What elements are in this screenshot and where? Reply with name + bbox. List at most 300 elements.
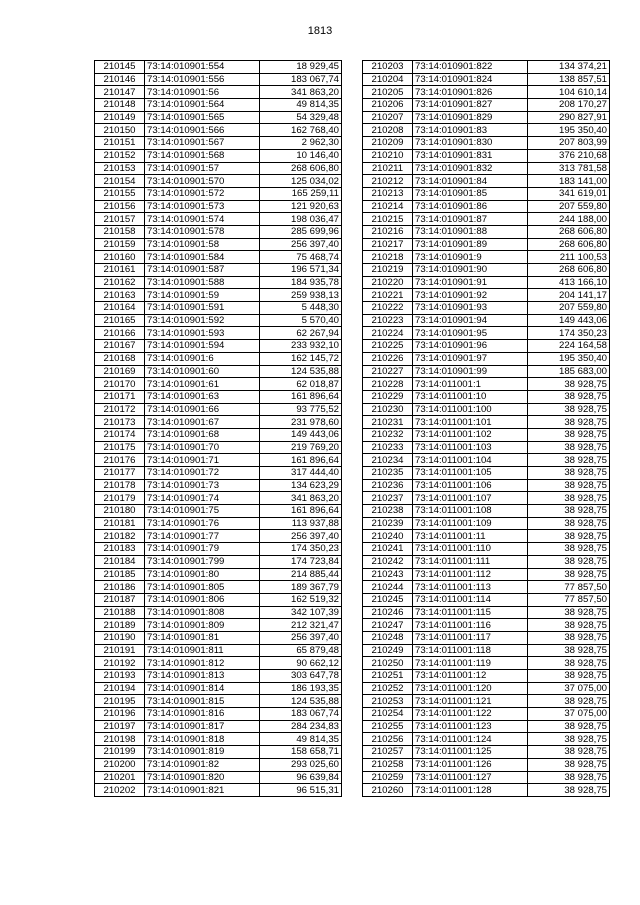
- row-number: 210152: [95, 149, 145, 162]
- table-row: [363, 720, 610, 733]
- cadastral-number: 73:14:010901:97: [413, 352, 528, 365]
- cadastral-number: 73:14:010901:58: [145, 238, 260, 251]
- cadastral-number: 73:14:010901:84: [413, 175, 528, 188]
- cadastral-value: 62 267,94: [260, 327, 342, 340]
- row-number: 210254: [363, 708, 413, 721]
- cadastral-value: 124 535,88: [260, 365, 342, 378]
- row-number: 210213: [363, 187, 413, 200]
- cadastral-value: 313 781,58: [528, 162, 610, 175]
- table-row: [363, 61, 610, 74]
- table-row: [95, 670, 342, 683]
- row-number: 210227: [363, 365, 413, 378]
- cadastral-number: 73:14:011001:126: [413, 758, 528, 771]
- cadastral-value: 233 932,10: [260, 340, 342, 353]
- table-row: [95, 137, 342, 150]
- cadastral-value: 134 374,21: [528, 61, 610, 74]
- row-number: 210179: [95, 492, 145, 505]
- row-number: 210158: [95, 225, 145, 238]
- row-number: 210237: [363, 492, 413, 505]
- row-number: 210167: [95, 340, 145, 353]
- cadastral-value: 93 775,52: [260, 403, 342, 416]
- cadastral-value: 38 928,75: [528, 619, 610, 632]
- cadastral-value: 219 769,20: [260, 441, 342, 454]
- row-number: 210242: [363, 555, 413, 568]
- cadastral-value: 183 141,00: [528, 175, 610, 188]
- cadastral-number: 73:14:011001:10: [413, 390, 528, 403]
- table-row: [95, 543, 342, 556]
- table-row: [95, 682, 342, 695]
- cadastral-value: 341 619,01: [528, 187, 610, 200]
- row-number: 210251: [363, 670, 413, 683]
- cadastral-value: 244 188,00: [528, 213, 610, 226]
- table-row: [95, 403, 342, 416]
- cadastral-value: 38 928,75: [528, 543, 610, 556]
- table-row: [95, 771, 342, 784]
- table-row: [363, 390, 610, 403]
- cadastral-number: 73:14:010901:799: [145, 555, 260, 568]
- cadastral-value: 196 571,34: [260, 264, 342, 277]
- cadastral-number: 73:14:011001:127: [413, 771, 528, 784]
- row-number: 210187: [95, 593, 145, 606]
- cadastral-value: 38 928,75: [528, 378, 610, 391]
- cadastral-value: 207 803,99: [528, 137, 610, 150]
- table-row: [95, 352, 342, 365]
- cadastral-number: 73:14:010901:66: [145, 403, 260, 416]
- cadastral-value: 211 100,53: [528, 251, 610, 264]
- row-number: 210248: [363, 631, 413, 644]
- row-number: 210200: [95, 758, 145, 771]
- right-registry-table: [362, 60, 610, 797]
- cadastral-number: 73:14:010901:61: [145, 378, 260, 391]
- row-number: 210192: [95, 657, 145, 670]
- table-row: [95, 657, 342, 670]
- cadastral-number: 73:14:010901:816: [145, 708, 260, 721]
- row-number: 210216: [363, 225, 413, 238]
- row-number: 210190: [95, 631, 145, 644]
- cadastral-number: 73:14:010901:77: [145, 530, 260, 543]
- cadastral-value: 204 141,17: [528, 289, 610, 302]
- table-row: [363, 289, 610, 302]
- row-number: 210236: [363, 479, 413, 492]
- cadastral-value: 38 928,75: [528, 517, 610, 530]
- cadastral-value: 49 814,35: [260, 99, 342, 112]
- table-row: [363, 340, 610, 353]
- table-row: [95, 454, 342, 467]
- cadastral-value: 38 928,75: [528, 746, 610, 759]
- table-row: [95, 390, 342, 403]
- table-row: [95, 695, 342, 708]
- table-row: [363, 568, 610, 581]
- row-number: 210189: [95, 619, 145, 632]
- row-number: 210197: [95, 720, 145, 733]
- table-row: [363, 264, 610, 277]
- row-number: 210178: [95, 479, 145, 492]
- table-row: [95, 175, 342, 188]
- table-row: [363, 479, 610, 492]
- cadastral-value: 293 025,60: [260, 758, 342, 771]
- table-row: [363, 441, 610, 454]
- row-number: 210185: [95, 568, 145, 581]
- row-number: 210233: [363, 441, 413, 454]
- table-row: [95, 720, 342, 733]
- row-number: 210205: [363, 86, 413, 99]
- row-number: 210169: [95, 365, 145, 378]
- cadastral-number: 73:14:010901:819: [145, 746, 260, 759]
- cadastral-value: 18 929,45: [260, 61, 342, 74]
- table-row: [363, 784, 610, 797]
- table-row: [363, 416, 610, 429]
- cadastral-value: 149 443,06: [528, 314, 610, 327]
- table-row: [363, 505, 610, 518]
- cadastral-number: 73:14:010901:811: [145, 644, 260, 657]
- row-number: 210245: [363, 593, 413, 606]
- table-row: [363, 555, 610, 568]
- table-row: [363, 708, 610, 721]
- cadastral-value: 195 350,40: [528, 124, 610, 137]
- table-row: [363, 175, 610, 188]
- row-number: 210164: [95, 302, 145, 315]
- table-row: [95, 149, 342, 162]
- row-number: 210186: [95, 581, 145, 594]
- cadastral-value: 38 928,75: [528, 403, 610, 416]
- row-number: 210218: [363, 251, 413, 264]
- table-row: [95, 758, 342, 771]
- cadastral-number: 73:14:010901:70: [145, 441, 260, 454]
- row-number: 210202: [95, 784, 145, 797]
- row-number: 210165: [95, 314, 145, 327]
- row-number: 210239: [363, 517, 413, 530]
- row-number: 210217: [363, 238, 413, 251]
- cadastral-value: 49 814,35: [260, 733, 342, 746]
- row-number: 210156: [95, 200, 145, 213]
- cadastral-number: 73:14:010901:827: [413, 99, 528, 112]
- cadastral-number: 73:14:010901:95: [413, 327, 528, 340]
- table-row: [95, 733, 342, 746]
- row-number: 210256: [363, 733, 413, 746]
- cadastral-value: 75 468,74: [260, 251, 342, 264]
- table-row: [95, 187, 342, 200]
- table-row: [363, 771, 610, 784]
- cadastral-value: 121 920,63: [260, 200, 342, 213]
- table-row: [363, 365, 610, 378]
- cadastral-number: 73:14:011001:106: [413, 479, 528, 492]
- cadastral-number: 73:14:010901:594: [145, 340, 260, 353]
- table-row: [363, 137, 610, 150]
- cadastral-value: 38 928,75: [528, 505, 610, 518]
- cadastral-value: 65 879,48: [260, 644, 342, 657]
- row-number: 210247: [363, 619, 413, 632]
- table-row: [363, 682, 610, 695]
- cadastral-value: 413 166,10: [528, 276, 610, 289]
- row-number: 210196: [95, 708, 145, 721]
- table-row: [363, 733, 610, 746]
- cadastral-value: 10 146,40: [260, 149, 342, 162]
- row-number: 210163: [95, 289, 145, 302]
- cadastral-value: 256 397,40: [260, 631, 342, 644]
- cadastral-number: 73:14:010901:6: [145, 352, 260, 365]
- row-number: 210240: [363, 530, 413, 543]
- row-number: 210223: [363, 314, 413, 327]
- table-row: [95, 479, 342, 492]
- cadastral-number: 73:14:011001:115: [413, 606, 528, 619]
- cadastral-number: 73:14:010901:826: [413, 86, 528, 99]
- cadastral-number: 73:14:011001:118: [413, 644, 528, 657]
- cadastral-number: 73:14:011001:105: [413, 467, 528, 480]
- cadastral-number: 73:14:011001:102: [413, 428, 528, 441]
- cadastral-value: 104 610,14: [528, 86, 610, 99]
- row-number: 210249: [363, 644, 413, 657]
- row-number: 210228: [363, 378, 413, 391]
- cadastral-value: 183 067,74: [260, 73, 342, 86]
- cadastral-value: 37 075,00: [528, 708, 610, 721]
- row-number: 210250: [363, 657, 413, 670]
- cadastral-value: 207 559,80: [528, 302, 610, 315]
- table-row: [363, 200, 610, 213]
- table-row: [95, 162, 342, 175]
- cadastral-number: 73:14:010901:832: [413, 162, 528, 175]
- table-row: [95, 568, 342, 581]
- table-row: [95, 365, 342, 378]
- row-number: 210194: [95, 682, 145, 695]
- cadastral-value: 38 928,75: [528, 670, 610, 683]
- row-number: 210147: [95, 86, 145, 99]
- table-row: [363, 302, 610, 315]
- cadastral-number: 73:14:010901:820: [145, 771, 260, 784]
- cadastral-value: 38 928,75: [528, 631, 610, 644]
- cadastral-value: 38 928,75: [528, 492, 610, 505]
- cadastral-value: 212 321,47: [260, 619, 342, 632]
- cadastral-value: 38 928,75: [528, 657, 610, 670]
- cadastral-number: 73:14:010901:74: [145, 492, 260, 505]
- cadastral-number: 73:14:010901:99: [413, 365, 528, 378]
- cadastral-number: 73:14:011001:101: [413, 416, 528, 429]
- table-row: [95, 428, 342, 441]
- cadastral-value: 96 639,84: [260, 771, 342, 784]
- left-registry-body: [95, 61, 342, 797]
- row-number: 210191: [95, 644, 145, 657]
- cadastral-number: 73:14:010901:96: [413, 340, 528, 353]
- cadastral-value: 189 367,79: [260, 581, 342, 594]
- cadastral-number: 73:14:010901:73: [145, 479, 260, 492]
- table-row: [363, 543, 610, 556]
- table-row: [95, 581, 342, 594]
- cadastral-number: 73:14:010901:831: [413, 149, 528, 162]
- cadastral-number: 73:14:011001:124: [413, 733, 528, 746]
- cadastral-value: 184 935,78: [260, 276, 342, 289]
- cadastral-value: 38 928,75: [528, 720, 610, 733]
- table-row: [95, 327, 342, 340]
- row-number: 210225: [363, 340, 413, 353]
- cadastral-number: 73:14:011001:125: [413, 746, 528, 759]
- row-number: 210195: [95, 695, 145, 708]
- row-number: 210222: [363, 302, 413, 315]
- cadastral-value: 37 075,00: [528, 682, 610, 695]
- cadastral-value: 268 606,80: [260, 162, 342, 175]
- cadastral-value: 138 857,51: [528, 73, 610, 86]
- table-row: [363, 530, 610, 543]
- cadastral-value: 198 036,47: [260, 213, 342, 226]
- table-row: [95, 302, 342, 315]
- row-number: 210246: [363, 606, 413, 619]
- cadastral-number: 73:14:010901:592: [145, 314, 260, 327]
- row-number: 210188: [95, 606, 145, 619]
- table-row: [95, 378, 342, 391]
- row-number: 210172: [95, 403, 145, 416]
- table-row: [95, 631, 342, 644]
- table-row: [363, 619, 610, 632]
- cadastral-number: 73:14:011001:121: [413, 695, 528, 708]
- cadastral-number: 73:14:010901:573: [145, 200, 260, 213]
- cadastral-value: 174 350,23: [528, 327, 610, 340]
- cadastral-number: 73:14:010901:89: [413, 238, 528, 251]
- cadastral-number: 73:14:010901:93: [413, 302, 528, 315]
- table-row: [95, 441, 342, 454]
- table-row: [95, 314, 342, 327]
- cadastral-value: 341 863,20: [260, 86, 342, 99]
- cadastral-number: 73:14:011001:100: [413, 403, 528, 416]
- cadastral-number: 73:14:010901:588: [145, 276, 260, 289]
- cadastral-value: 224 164,58: [528, 340, 610, 353]
- cadastral-number: 73:14:011001:1: [413, 378, 528, 391]
- cadastral-number: 73:14:011001:112: [413, 568, 528, 581]
- cadastral-number: 73:14:011001:119: [413, 657, 528, 670]
- page-number: 1813: [307, 25, 333, 37]
- row-number: 210211: [363, 162, 413, 175]
- cadastral-number: 73:14:010901:818: [145, 733, 260, 746]
- row-number: 210182: [95, 530, 145, 543]
- cadastral-value: 38 928,75: [528, 441, 610, 454]
- cadastral-value: 174 723,84: [260, 555, 342, 568]
- cadastral-number: 73:14:010901:591: [145, 302, 260, 315]
- cadastral-value: 62 018,87: [260, 378, 342, 391]
- cadastral-number: 73:14:010901:812: [145, 657, 260, 670]
- cadastral-number: 73:14:010901:83: [413, 124, 528, 137]
- row-number: 210255: [363, 720, 413, 733]
- cadastral-value: 231 978,60: [260, 416, 342, 429]
- table-row: [95, 340, 342, 353]
- table-row: [363, 86, 610, 99]
- cadastral-value: 268 606,80: [528, 225, 610, 238]
- cadastral-value: 2 962,30: [260, 137, 342, 150]
- cadastral-number: 73:14:010901:68: [145, 428, 260, 441]
- cadastral-value: 162 768,40: [260, 124, 342, 137]
- row-number: 210173: [95, 416, 145, 429]
- table-row: [363, 606, 610, 619]
- cadastral-number: 73:14:010901:76: [145, 517, 260, 530]
- cadastral-value: 77 857,50: [528, 593, 610, 606]
- row-number: 210151: [95, 137, 145, 150]
- table-row: [95, 238, 342, 251]
- cadastral-value: 256 397,40: [260, 238, 342, 251]
- cadastral-value: 38 928,75: [528, 644, 610, 657]
- cadastral-number: 73:14:011001:11: [413, 530, 528, 543]
- cadastral-value: 134 623,29: [260, 479, 342, 492]
- cadastral-number: 73:14:010901:572: [145, 187, 260, 200]
- cadastral-number: 73:14:010901:829: [413, 111, 528, 124]
- cadastral-number: 73:14:010901:565: [145, 111, 260, 124]
- cadastral-value: 161 896,64: [260, 390, 342, 403]
- cadastral-value: 162 145,72: [260, 352, 342, 365]
- table-row: [363, 695, 610, 708]
- row-number: 210219: [363, 264, 413, 277]
- cadastral-value: 124 535,88: [260, 695, 342, 708]
- table-row: [95, 73, 342, 86]
- row-number: 210206: [363, 99, 413, 112]
- row-number: 210260: [363, 784, 413, 797]
- cadastral-number: 73:14:010901:75: [145, 505, 260, 518]
- table-row: [95, 225, 342, 238]
- table-row: [95, 644, 342, 657]
- cadastral-number: 73:14:011001:116: [413, 619, 528, 632]
- cadastral-value: 161 896,64: [260, 505, 342, 518]
- cadastral-number: 73:14:010901:59: [145, 289, 260, 302]
- cadastral-value: 38 928,75: [528, 733, 610, 746]
- cadastral-value: 158 658,71: [260, 746, 342, 759]
- cadastral-value: 38 928,75: [528, 530, 610, 543]
- cadastral-number: 73:14:010901:79: [145, 543, 260, 556]
- cadastral-value: 54 329,48: [260, 111, 342, 124]
- row-number: 210208: [363, 124, 413, 137]
- table-row: [95, 606, 342, 619]
- cadastral-number: 73:14:010901:830: [413, 137, 528, 150]
- row-number: 210160: [95, 251, 145, 264]
- row-number: 210157: [95, 213, 145, 226]
- cadastral-value: 161 896,64: [260, 454, 342, 467]
- row-number: 210214: [363, 200, 413, 213]
- cadastral-number: 73:14:010901:806: [145, 593, 260, 606]
- row-number: 210153: [95, 162, 145, 175]
- row-number: 210230: [363, 403, 413, 416]
- table-row: [363, 403, 610, 416]
- table-row: [363, 238, 610, 251]
- cadastral-value: 268 606,80: [528, 238, 610, 251]
- cadastral-number: 73:14:010901:91: [413, 276, 528, 289]
- row-number: 210209: [363, 137, 413, 150]
- cadastral-value: 125 034,02: [260, 175, 342, 188]
- cadastral-value: 38 928,75: [528, 416, 610, 429]
- cadastral-value: 38 928,75: [528, 454, 610, 467]
- cadastral-number: 73:14:010901:556: [145, 73, 260, 86]
- row-number: 210155: [95, 187, 145, 200]
- cadastral-number: 73:14:011001:104: [413, 454, 528, 467]
- table-row: [363, 631, 610, 644]
- table-row: [95, 289, 342, 302]
- cadastral-number: 73:14:010901:9: [413, 251, 528, 264]
- table-row: [95, 276, 342, 289]
- cadastral-value: 183 067,74: [260, 708, 342, 721]
- table-row: [363, 581, 610, 594]
- cadastral-number: 73:14:010901:86: [413, 200, 528, 213]
- cadastral-number: 73:14:011001:120: [413, 682, 528, 695]
- row-number: 210257: [363, 746, 413, 759]
- row-number: 210210: [363, 149, 413, 162]
- table-row: [363, 162, 610, 175]
- table-row: [363, 73, 610, 86]
- row-number: 210199: [95, 746, 145, 759]
- cadastral-number: 73:14:010901:808: [145, 606, 260, 619]
- cadastral-value: 208 170,27: [528, 99, 610, 112]
- left-registry-table: [94, 60, 342, 797]
- cadastral-number: 73:14:010901:63: [145, 390, 260, 403]
- cadastral-number: 73:14:010901:570: [145, 175, 260, 188]
- cadastral-number: 73:14:011001:113: [413, 581, 528, 594]
- row-number: 210224: [363, 327, 413, 340]
- cadastral-number: 73:14:010901:593: [145, 327, 260, 340]
- row-number: 210170: [95, 378, 145, 391]
- cadastral-number: 73:14:010901:564: [145, 99, 260, 112]
- cadastral-value: 207 559,80: [528, 200, 610, 213]
- cadastral-value: 5 448,30: [260, 302, 342, 315]
